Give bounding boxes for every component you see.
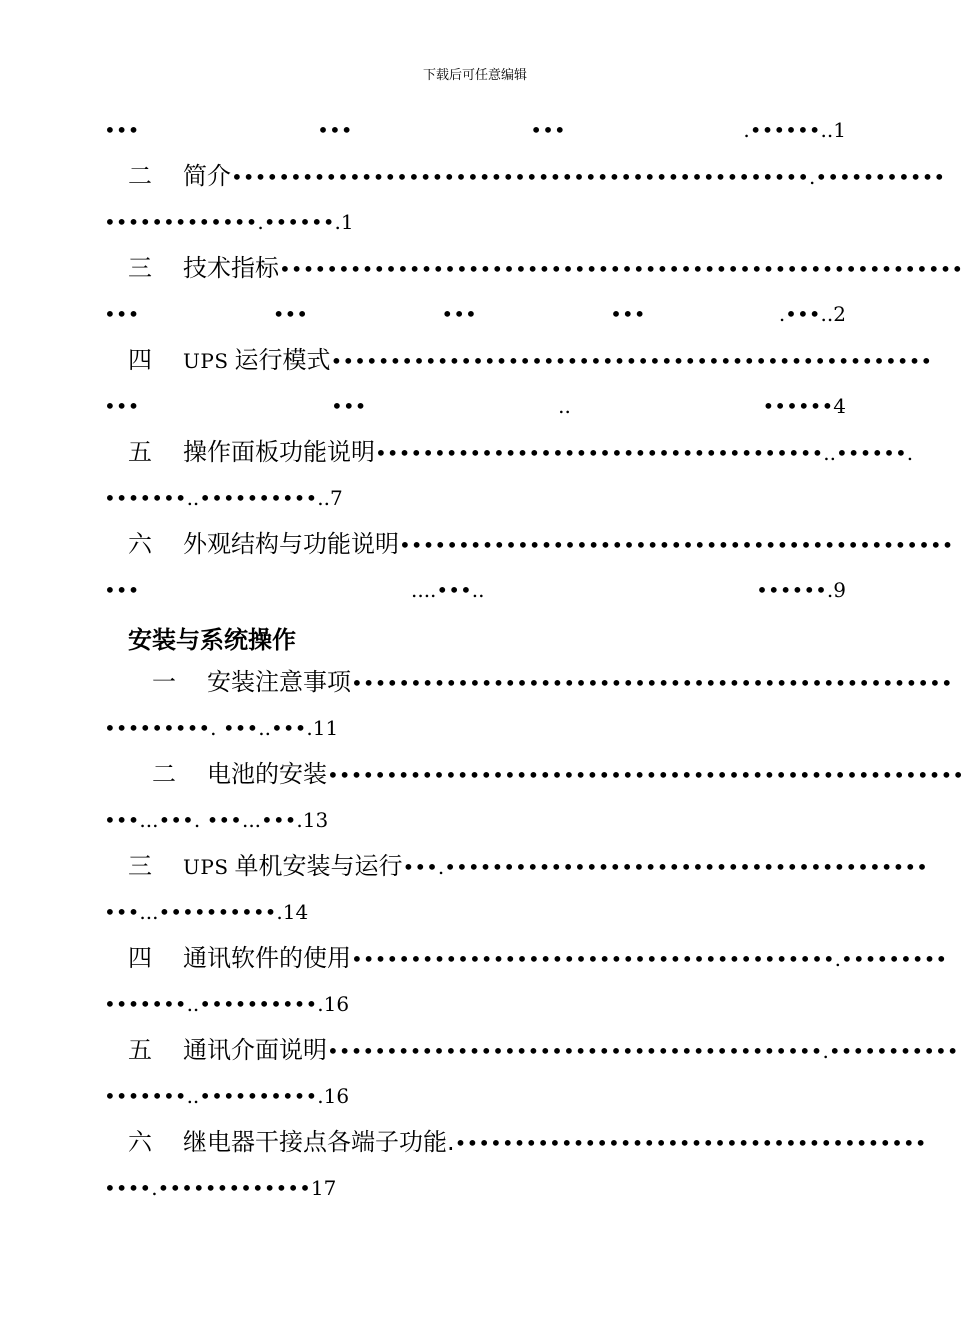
toc-entry-notes[interactable]	[104, 666, 953, 698]
toc-entry-ups: UPS	[183, 349, 229, 373]
toc-leader-dots: ••••••••••••••••••••••••••••••••••••••••••.•••••••••••	[327, 1039, 959, 1063]
toc-entry-battery[interactable]	[104, 758, 964, 790]
toc-entry-number: 二	[128, 162, 152, 190]
toc-leader-page: •••••••••••••.••••••.1	[104, 210, 354, 234]
toc-entry-title: 简介	[183, 162, 231, 190]
toc-entry-appearance-cont	[104, 574, 846, 606]
leader-segment: •••	[104, 118, 140, 142]
leader-segment: •••	[104, 302, 140, 326]
toc-entry-number: 五	[128, 1036, 152, 1064]
leader-segment: •••	[441, 302, 477, 326]
toc-entry-title: 单机安装与运行	[234, 852, 403, 880]
toc-entry-title: 安装注意事项	[207, 668, 351, 696]
toc-entry-title: 电池的安装	[207, 760, 327, 788]
toc-leader-page: •••...••••••••••.14	[104, 900, 309, 924]
page-header: 下载后可任意编辑	[422, 68, 527, 83]
toc-leader-dots: ••••••••••••••••••••••••••••••••••••••..••••••.	[375, 441, 914, 465]
toc-leader-dots: •••••••••••••••••••••••••••••••••••••••••••••••	[399, 533, 954, 557]
toc-entry-comm-ui-cont	[104, 1080, 846, 1112]
toc-entry-ups: UPS	[183, 855, 229, 879]
toc-entry-relay[interactable]	[104, 1126, 927, 1158]
toc-entry-number: 四	[128, 944, 152, 972]
toc-leader-page: •••••••••. •••..•••.11	[104, 716, 339, 740]
toc-entry-notes-cont	[104, 712, 846, 744]
leader-page: .•••..2	[778, 302, 846, 326]
toc-leader-page: •••••••..••••••••••.16	[104, 1084, 350, 1108]
leader-segment: •••	[317, 118, 353, 142]
toc-leader-dots: ••••••••••••••••••••••••••••••••••••••••••••••••••••••	[327, 763, 964, 787]
toc-entry-ups-mode-cont	[104, 390, 846, 422]
toc-entry-title: 通讯软件的使用	[183, 944, 351, 972]
toc-entry-ups-mode[interactable]	[104, 344, 933, 376]
leader-segment: •••	[104, 578, 140, 602]
leader-segment: •••	[331, 394, 367, 418]
toc-entry-ups-single[interactable]	[104, 850, 928, 882]
toc-leader-dots: •••••••••••••••••••••••••••••••••••••••••••••••••.•••••••••••	[231, 165, 946, 189]
toc-entry-number: 五	[128, 438, 152, 466]
leader-page: ••••••4	[762, 394, 846, 418]
toc-entry-panel[interactable]	[104, 436, 914, 468]
toc-entry-title: 外观结构与功能说明	[183, 530, 399, 558]
toc-leader-dots: •••••••••••••••••••••••••••••••••••••••••••••••••••	[351, 671, 953, 695]
toc-entry-panel-cont	[104, 482, 846, 514]
section-heading[interactable]: 安装与系统操作	[128, 626, 296, 654]
toc-entry-number: 二	[152, 760, 176, 788]
toc-leader-dots: •••••••••••••••••••••••••••••••••••••••••.•••••••••	[351, 947, 948, 971]
leader-segment: •••	[272, 302, 309, 326]
toc-entry-comm-ui[interactable]	[104, 1034, 959, 1066]
leader-segment: •••	[530, 118, 566, 142]
toc-entry-title: 操作面板功能说明	[183, 438, 375, 466]
toc-entry-intro-cont	[104, 206, 846, 238]
toc-entry-spec-cont	[104, 298, 846, 330]
toc-leader-dots: •••.•••••••••••••••••••••••••••••••••••••••••	[402, 855, 928, 879]
toc-entry-number: 六	[128, 1128, 152, 1156]
toc-leader-dots: ••••••••••••••••••••••••••••••••••••••••	[454, 1131, 927, 1155]
leader-page: .••••••..1	[743, 118, 846, 142]
toc-leader-line	[104, 114, 846, 146]
leader-segment: ....•••..	[410, 578, 485, 602]
toc-leader-page: •••...•••. •••...•••.13	[104, 808, 329, 832]
toc-entry-battery-cont	[104, 804, 846, 836]
toc-entry-number: 六	[128, 530, 152, 558]
toc-entry-comm-software[interactable]	[104, 942, 948, 974]
leader-segment: •••	[104, 394, 140, 418]
toc-leader-page: •••••••..••••••••••.16	[104, 992, 350, 1016]
toc-entry-title: 运行模式	[234, 346, 331, 374]
leader-segment: •••	[610, 302, 646, 326]
leader-page: ••••••.9	[756, 578, 846, 602]
toc-leader-page: ••••.•••••••••••••17	[104, 1176, 337, 1200]
toc-entry-intro[interactable]	[104, 160, 946, 192]
toc-entry-title: 通讯介面说明	[183, 1036, 327, 1064]
toc-entry-number: 三	[128, 852, 152, 880]
toc-entry-comm-software-cont	[104, 988, 846, 1020]
toc-leader-dots: ••••••••••••••••••••••••••••••••••••••••••••••••••••••••••	[279, 257, 964, 281]
toc-leader-page: •••••••..••••••••••..7	[104, 486, 343, 510]
toc-leader-dots: •••••••••••••••••••••••••••••••••••••••••••••••••••	[330, 349, 933, 373]
leader-segment: ..	[558, 394, 571, 418]
toc-entry-title: 技术指标	[183, 254, 279, 282]
toc-entry-number: 三	[128, 254, 152, 282]
toc-entry-appearance[interactable]	[104, 528, 954, 560]
toc-entry-spec[interactable]	[104, 252, 964, 284]
toc-entry-title: 继电器干接点各端子功能.	[183, 1128, 455, 1156]
toc-entry-ups-single-cont	[104, 896, 846, 928]
toc-entry-number: 一	[152, 668, 176, 696]
toc-entry-number: 四	[128, 346, 152, 374]
toc-entry-relay-cont	[104, 1172, 846, 1204]
